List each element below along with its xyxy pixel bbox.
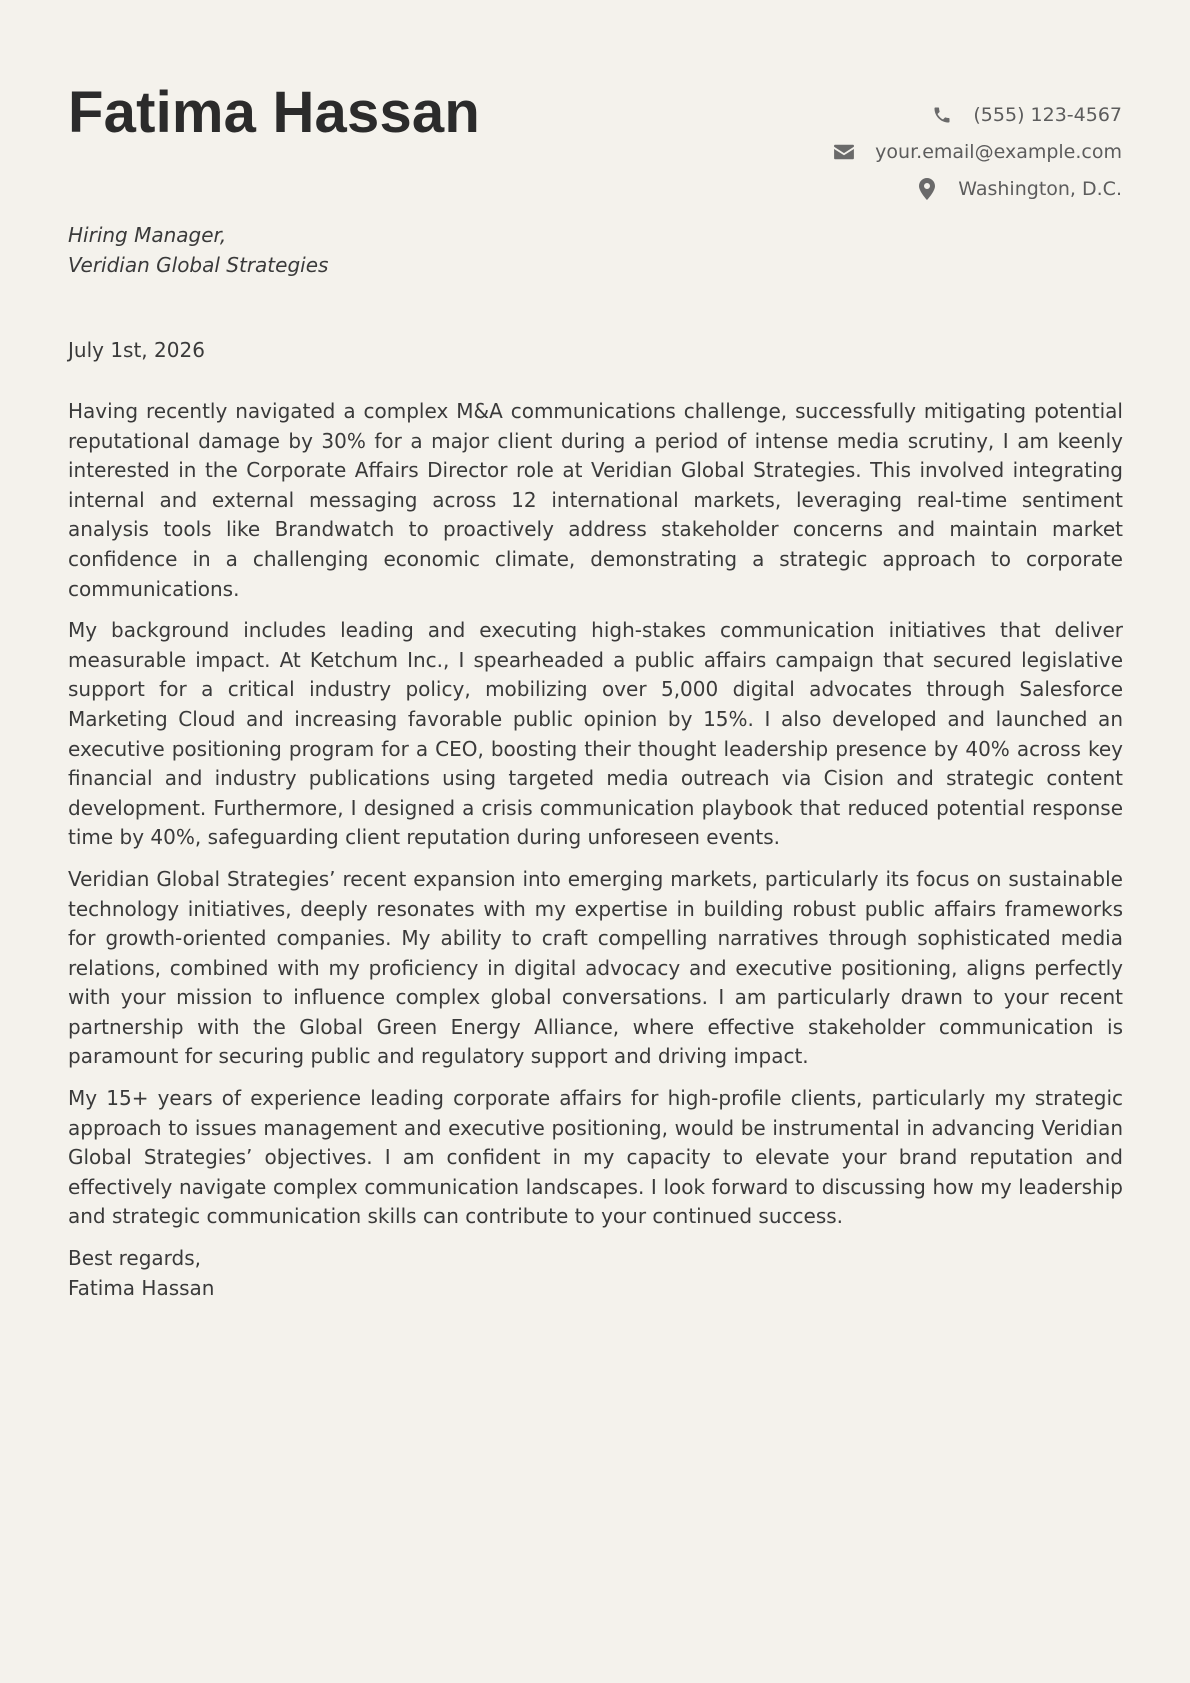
closing-salutation: Best regards, [68,1246,202,1271]
phone-text: (555) 123-4567 [973,103,1122,126]
letter-header [68,0,1122,200]
letter-body [68,397,1123,1303]
location-text: Washington, D.C. [958,177,1122,200]
recipient-line-2: Veridian Global Strategies [68,253,329,277]
closing-signature: Fatima Hassan [68,1275,215,1300]
email-text: your.email@example.com [875,140,1122,163]
applicant-name: Fatima Hassan [68,80,480,145]
recipient-block [68,220,328,280]
contact-email [833,133,1122,170]
body-paragraph-2: My background includes leading and executing high-stakes communication initiatives that deliver measurable impact. At Ketchum Inc., I spearheaded a public affairs campaign that secured legislative support for a critical industry policy, mobilizing over 5,000 digital advocates through Salesforce Marketing Cloud and increasing favorable public opinion by 15%. I also developed and launched an executive positioning program for a CEO, boosting their thought leadership presence by 40% across key financial and industry publications using targeted media outreach via Cision and strategic content development. Furthermore, I designed a crisis communication playbook that reduced potential response time by 40%, safeguarding client reputation during unforeseen events. [68,618,1123,850]
contact-location [833,170,1122,207]
body-paragraph-4: My 15+ years of experience leading corporate affairs for high-profile clients, particularly my strategic approach to issues management and executive positioning, would be instrumental in advancing Veridian Global Strategies’ objectives. I am confident in my capacity to elevate your brand reputation and effectively navigate complex communication landscapes. I look forward to discussing how my leadership and strategic communication skills can contribute to your continued success. [68,1086,1123,1229]
envelope-icon [833,141,855,163]
letter-date: July 1st, 2026 [68,338,205,362]
recipient-line-1: Hiring Manager, [68,223,227,247]
contact-phone [833,96,1122,133]
map-pin-icon [916,178,938,200]
body-paragraph-1: Having recently navigated a complex M&A communications challenge, successfully mitigating potential reputational damage by 30% for a major client during a period of intense media scrutiny, I am keenly interested in the Corporate Affairs Director role at Veridian Global Strategies. This involved integrating internal and external messaging across 12 international markets, leveraging real-time sentiment analysis tools like Brandwatch to proactively address stakeholder concerns and maintain market confidence in a challenging economic climate, demonstrating a strategic approach to corporate communications. [68,399,1123,601]
contact-block [833,96,1122,207]
body-paragraph-3: Veridian Global Strategies’ recent expansion into emerging markets, particularly its focus on sustainable technology initiatives, deeply resonates with my expertise in building robust public affairs frameworks for growth-oriented companies. My ability to craft compelling narratives through sophisticated media relations, combined with my proficiency in digital advocacy and executive positioning, aligns perfectly with your mission to influence complex global conversations. I am particularly drawn to your recent partnership with the Global Green Energy Alliance, where effective stakeholder communication is paramount for securing public and regulatory support and driving impact. [68,866,1123,1069]
phone-icon [931,104,953,126]
closing-block [68,1244,1123,1303]
